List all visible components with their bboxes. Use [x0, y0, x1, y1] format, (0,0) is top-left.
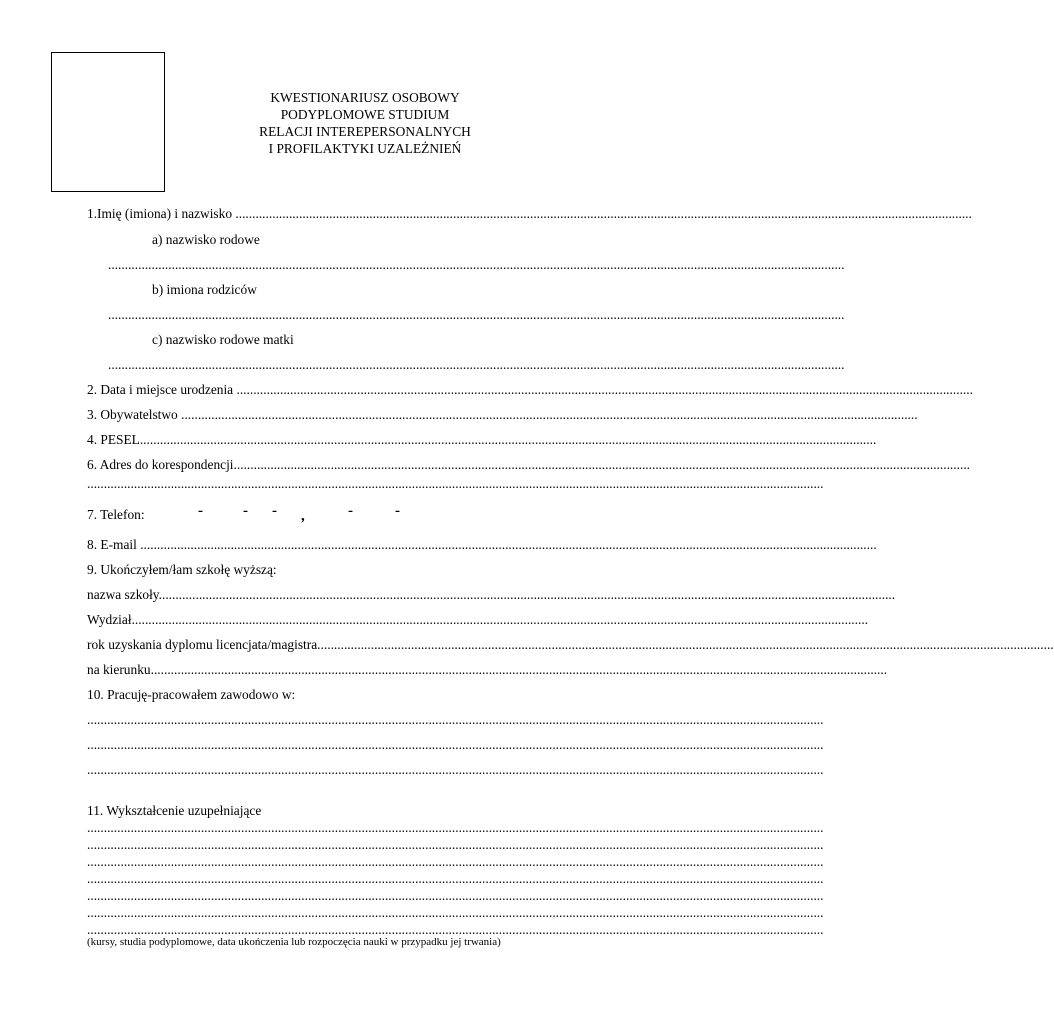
field-faculty-label: Wydział	[87, 612, 132, 627]
field-citizenship[interactable]: 3. Obywatelstwo ............................................................................................................................................................................................................................	[87, 407, 918, 422]
field-work-line[interactable]: ............................................................................................................................................................................................................................	[87, 737, 824, 752]
field-diploma-year[interactable]: rok uzyskania dyplomu licencjata/magistra............................................................................................................................................................................................................................	[87, 637, 1054, 652]
field-citizenship-label: 3. Obywatelstwo	[87, 407, 182, 422]
field-work-header: 10. Pracuję-pracowałem zawodowo w:	[87, 687, 296, 702]
photo-box	[51, 52, 165, 192]
phone-separator: -	[348, 503, 353, 519]
field-work-line[interactable]: ............................................................................................................................................................................................................................	[87, 712, 824, 727]
field-email[interactable]: 8. E-mail ............................................................................................................................................................................................................................	[87, 537, 877, 552]
field-school-name-label: nazwa szkoły	[87, 587, 159, 602]
title-line-4: I PROFILAKTYKI UZALEŻNIEŃ	[268, 141, 462, 156]
field-name-label: 1.Imię (imiona) i nazwisko	[87, 206, 236, 221]
field-major-label: na kierunku	[87, 662, 151, 677]
field-school-header: 9. Ukończyłem/łam szkołę wyższą:	[87, 562, 277, 577]
title-line-3: RELACJI INTEREPERSONALNYCH	[259, 124, 471, 139]
field-maiden-name-line[interactable]: ............................................................................................................................................................................................................................	[108, 257, 845, 272]
field-phone-label: 7. Telefon:	[87, 507, 145, 522]
field-pesel-label: 4. PESEL	[87, 432, 140, 447]
field-parents-names-line[interactable]: ............................................................................................................................................................................................................................	[108, 307, 845, 322]
field-birth-label: 2. Data i miejsce urodzenia	[87, 382, 237, 397]
field-address-line-2[interactable]: ............................................................................................................................................................................................................................	[87, 476, 824, 491]
field-work-line[interactable]: ............................................................................................................................................................................................................................	[87, 762, 824, 777]
field-additional-edu-line[interactable]: ............................................................................................................................................................................................................................	[87, 871, 824, 886]
field-additional-edu-line[interactable]: ............................................................................................................................................................................................................................	[87, 837, 824, 852]
phone-separator: -	[395, 503, 400, 519]
field-major[interactable]: na kierunku............................................................................................................................................................................................................................	[87, 662, 888, 677]
form-title	[190, 89, 540, 157]
phone-separator: -	[272, 503, 277, 519]
field-mother-maiden-line[interactable]: ............................................................................................................................................................................................................................	[108, 357, 845, 372]
field-additional-edu-line[interactable]: ............................................................................................................................................................................................................................	[87, 905, 824, 920]
field-school-name[interactable]: nazwa szkoły............................................................................................................................................................................................................................	[87, 587, 896, 602]
field-parents-names-label: b) imiona rodziców	[152, 282, 257, 297]
field-additional-edu-line[interactable]: ............................................................................................................................................................................................................................	[87, 854, 824, 869]
field-pesel[interactable]: 4. PESEL............................................................................................................................................................................................................................	[87, 432, 877, 447]
phone-separator: -	[198, 503, 203, 519]
field-address[interactable]: 6. Adres do korespondencji............................................................................................................................................................................................................................	[87, 457, 971, 472]
field-email-label: 8. E-mail	[87, 537, 141, 552]
field-additional-edu-line[interactable]: ............................................................................................................................................................................................................................	[87, 820, 824, 835]
field-maiden-name-label: a) nazwisko rodowe	[152, 232, 260, 247]
field-birth[interactable]: 2. Data i miejsce urodzenia ............................................................................................................................................................................................................................	[87, 382, 973, 397]
field-additional-edu-header: 11. Wykształcenie uzupełniające	[87, 803, 262, 818]
field-additional-edu-line[interactable]: ............................................................................................................................................................................................................................	[87, 922, 824, 937]
footnote: (kursy, studia podyplomowe, data ukończenia lub rozpoczęcia nauki w przypadku jej trwania)	[87, 936, 501, 948]
field-additional-edu-line[interactable]: ............................................................................................................................................................................................................................	[87, 888, 824, 903]
phone-separator: -	[243, 503, 248, 519]
phone-separator: ,	[301, 508, 305, 524]
field-address-label: 6. Adres do korespondencji	[87, 457, 234, 472]
field-mother-maiden-label: c) nazwisko rodowe matki	[152, 332, 294, 347]
field-name[interactable]: 1.Imię (imiona) i nazwisko ............................................................................................................................................................................................................................	[87, 206, 972, 221]
field-diploma-year-label: rok uzyskania dyplomu licencjata/magistra	[87, 637, 318, 652]
title-line-2: PODYPLOMOWE STUDIUM	[280, 107, 450, 122]
field-faculty[interactable]: Wydział............................................................................................................................................................................................................................	[87, 612, 869, 627]
title-line-1: KWESTIONARIUSZ OSOBOWY	[270, 90, 460, 105]
